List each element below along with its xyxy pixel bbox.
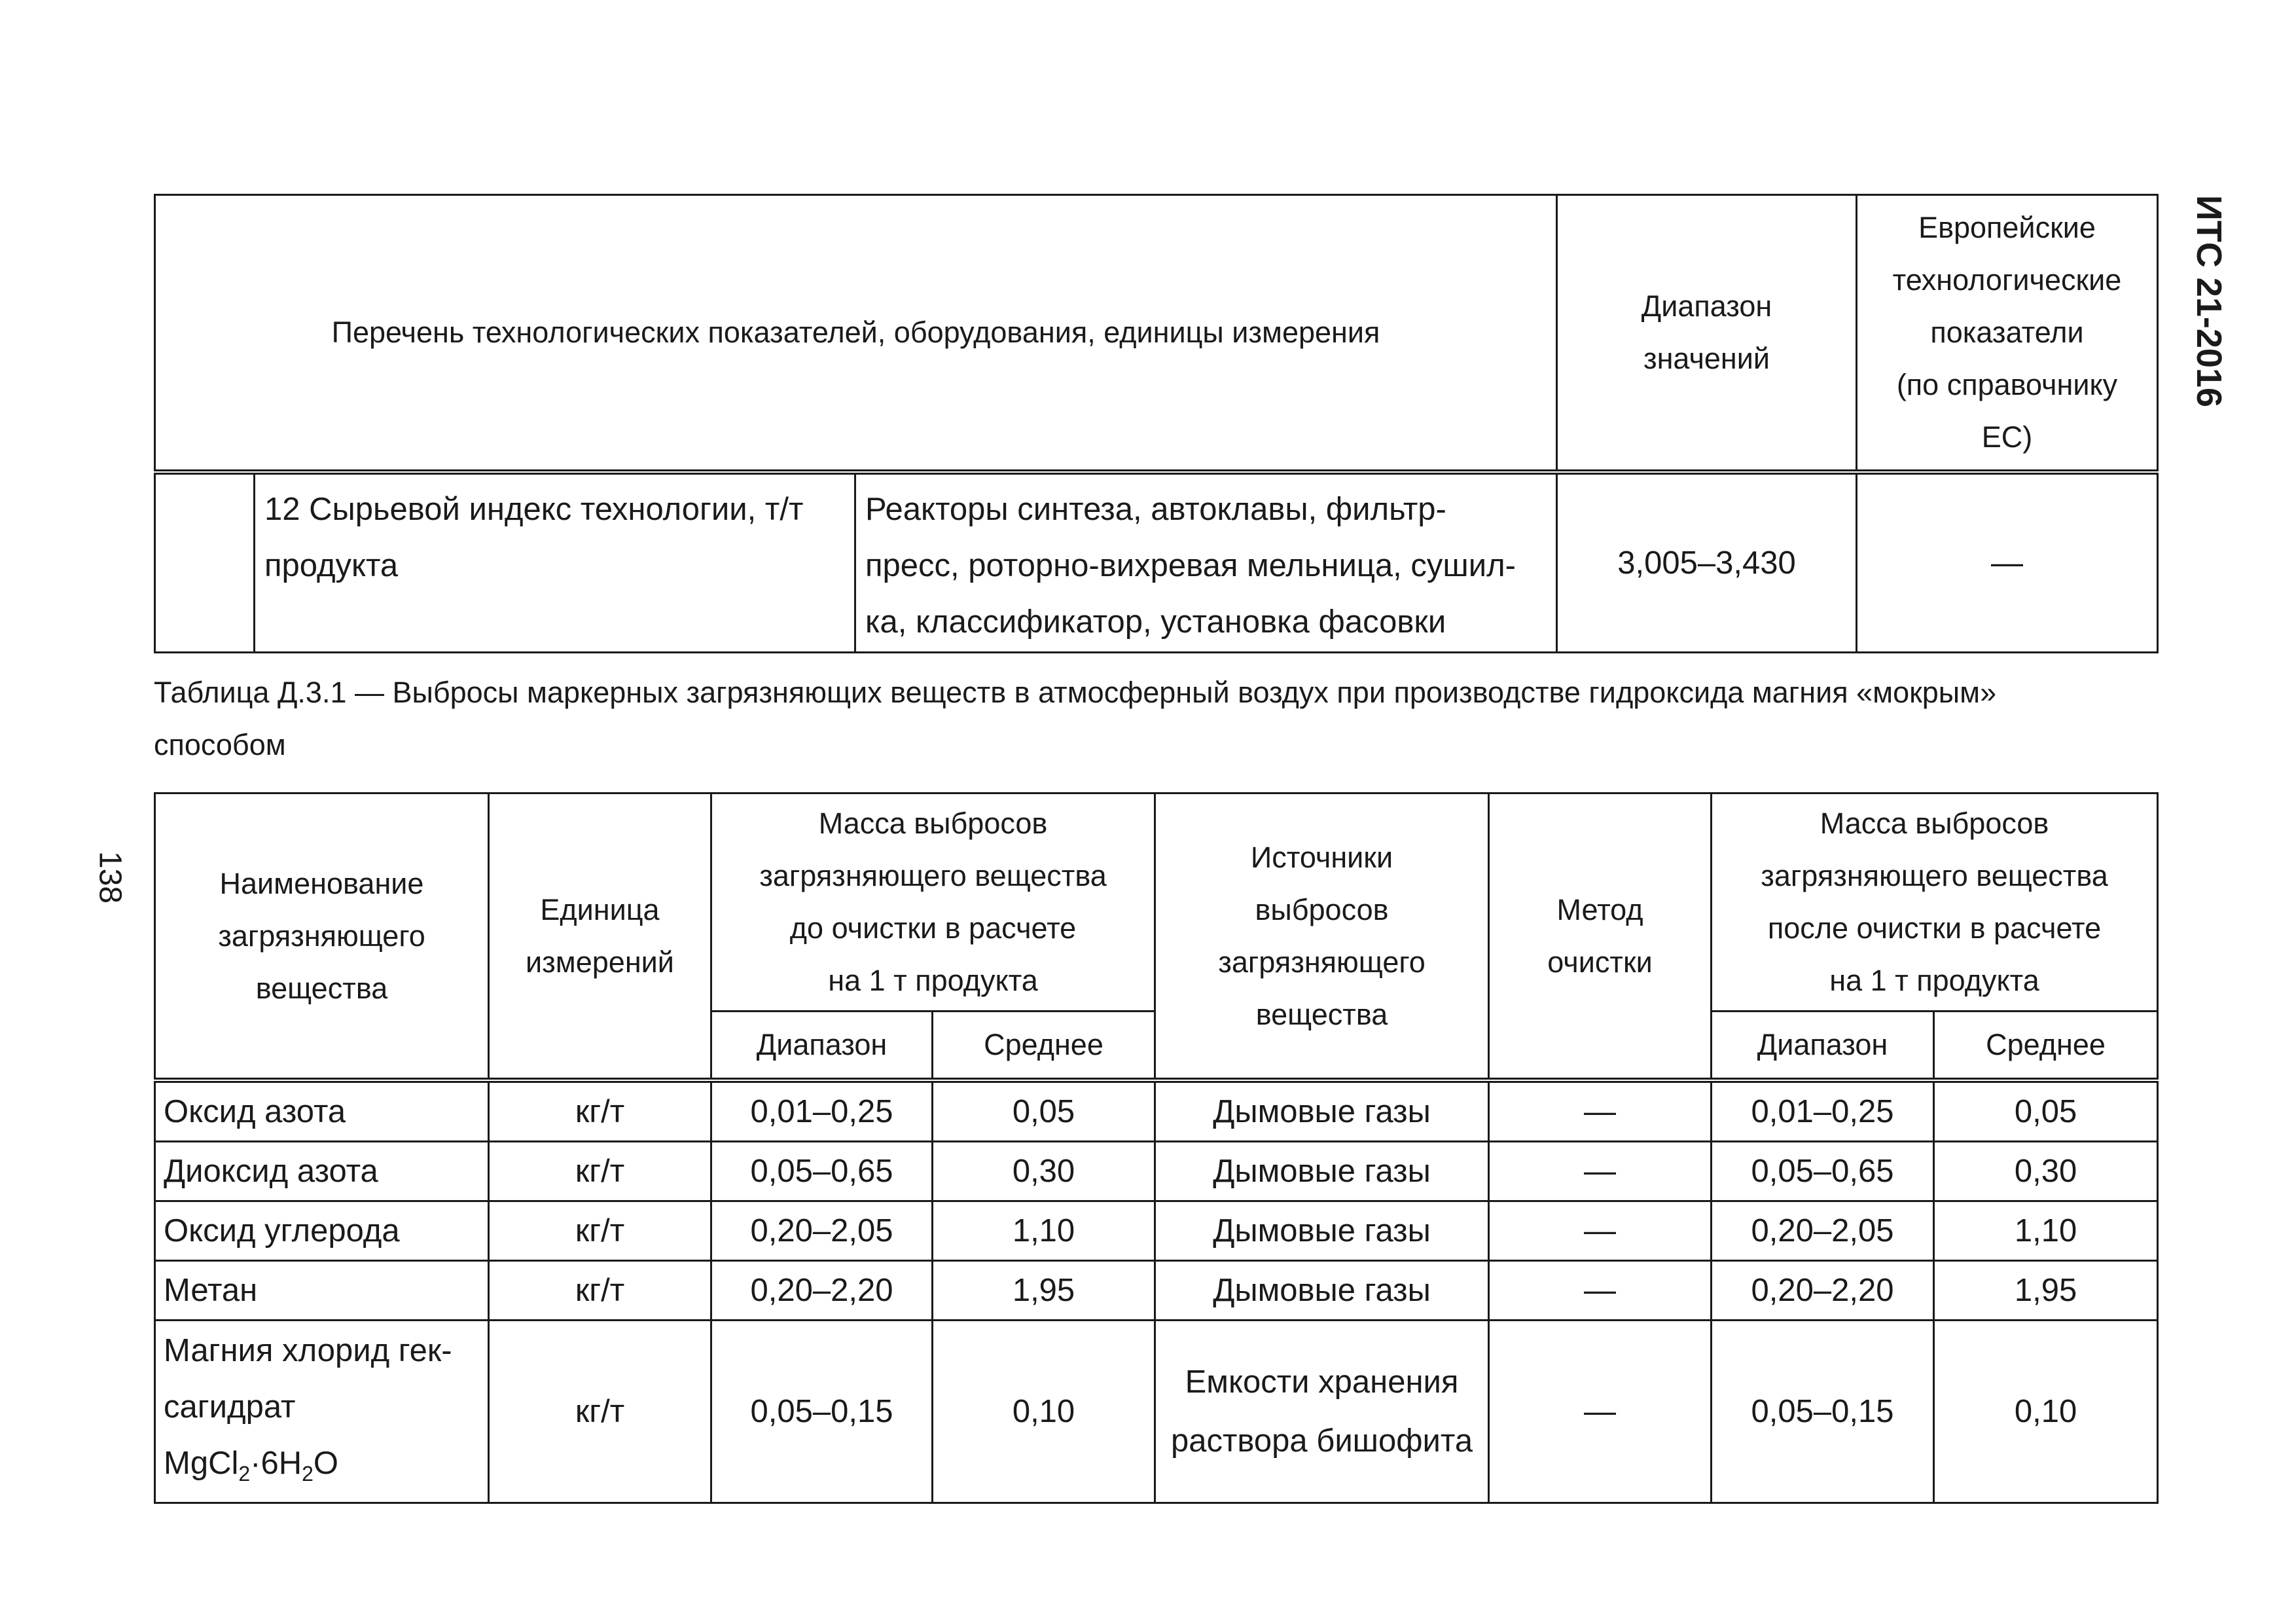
range-before: 0,20–2,20 [711,1261,933,1321]
table-row [155,1321,2158,1503]
range-before: 0,20–2,05 [711,1201,933,1261]
equipment-cell: Реакторы синтеза, автоклавы, фильтр- пресс, роторно-вихревая мельница, сушил- ка, классификатор, установка фасовки [855,472,1557,653]
substance-name: Оксид углерода [155,1201,489,1261]
emission-source: Дымовые газы [1155,1080,1489,1142]
header-mass-before-cleaning: Масса выбросов загрязняющего вещества до очистки в расчете на 1 т продукта [711,793,1155,1012]
substance-name: Магния хлорид гек- сагидрат $MgCl_2\cdot 6H_2O$ [155,1321,489,1503]
table-row [155,1080,2158,1142]
table-caption: Таблица Д.3.1 — Выбросы маркерных загрязняющих веществ в атмосферный воздух при производстве гидроксида магния «мокрым» способом [154,676,1997,761]
cleaning-method: — [1489,1080,1712,1142]
mean-after: 0,30 [1934,1142,2158,1201]
indent-cell [155,472,255,653]
header-value-range: Диапазон значений [1557,195,1857,473]
range-after: 0,20–2,20 [1712,1261,1934,1321]
table-row [155,1201,2158,1261]
emission-source: Емкости хранения раствора бишофита [1155,1321,1489,1503]
cleaning-method: — [1489,1142,1712,1201]
range-before: 0,01–0,25 [711,1080,933,1142]
emission-source: Дымовые газы [1155,1201,1489,1261]
table-row [155,1142,2158,1201]
indicators-table [154,194,2159,653]
value-range-cell: 3,005–3,430 [1557,472,1857,653]
range-after: 0,20–2,05 [1712,1201,1934,1261]
header-substance-name: Наименование загрязняющего вещества [155,793,489,1081]
range-after: 0,05–0,65 [1712,1142,1934,1201]
range-after: 0,01–0,25 [1712,1080,1934,1142]
page-number: 138 [92,850,128,904]
header-mass-after-cleaning: Масса выбросов загрязняющего вещества после очистки в расчете на 1 т продукта [1712,793,2158,1012]
header-unit: Единица измерений [489,793,711,1081]
indicators-header-row [155,195,2158,473]
mean-before: 0,05 [933,1080,1155,1142]
unit: кг/т [489,1142,711,1201]
mean-before: 0,30 [933,1142,1155,1201]
header-range-after: Диапазон [1712,1012,1934,1081]
emissions-table [154,792,2159,1504]
chemical-formula: $MgCl_2\cdot 6H_2O$ [164,1446,339,1486]
mean-after: 0,10 [1934,1321,2158,1503]
unit: кг/т [489,1261,711,1321]
mean-after: 1,95 [1934,1261,2158,1321]
mean-before: 1,10 [933,1201,1155,1261]
mean-before: 1,95 [933,1261,1155,1321]
header-mean-after: Среднее [1934,1012,2158,1081]
cleaning-method: — [1489,1201,1712,1261]
range-before: 0,05–0,15 [711,1321,933,1503]
substance-name: Метан [155,1261,489,1321]
substance-name: Диоксид азота [155,1142,489,1201]
emissions-header-row [155,793,2158,1012]
indicator-row [155,472,2158,653]
unit: кг/т [489,1201,711,1261]
range-after: 0,05–0,15 [1712,1321,1934,1503]
cleaning-method: — [1489,1261,1712,1321]
mean-after: 1,10 [1934,1201,2158,1261]
unit: кг/т [489,1321,711,1503]
emission-source: Дымовые газы [1155,1142,1489,1201]
unit: кг/т [489,1080,711,1142]
header-range-before: Диапазон [711,1012,933,1081]
document-code: ИТС 21-2016 [2189,195,2229,407]
mean-before: 0,10 [933,1321,1155,1503]
indicator-name-cell: 12 Сырьевой индекс технологии, т/т продукта [255,472,855,653]
header-eu-indicators: Европейские технологические показатели (по справочнику ЕС) [1857,195,2158,473]
header-mean-before: Среднее [933,1012,1155,1081]
mean-after: 0,05 [1934,1080,2158,1142]
header-cleaning-method: Метод очистки [1489,793,1712,1081]
eu-indicator-cell: — [1857,472,2158,653]
cleaning-method: — [1489,1321,1712,1503]
table-row [155,1261,2158,1321]
header-emission-sources: Источники выбросов загрязняющего вещества [1155,793,1489,1081]
substance-name: Оксид азота [155,1080,489,1142]
emission-source: Дымовые газы [1155,1261,1489,1321]
range-before: 0,05–0,65 [711,1142,933,1201]
header-indicator-list: Перечень технологических показателей, оборудования, единицы измерения [155,195,1557,473]
